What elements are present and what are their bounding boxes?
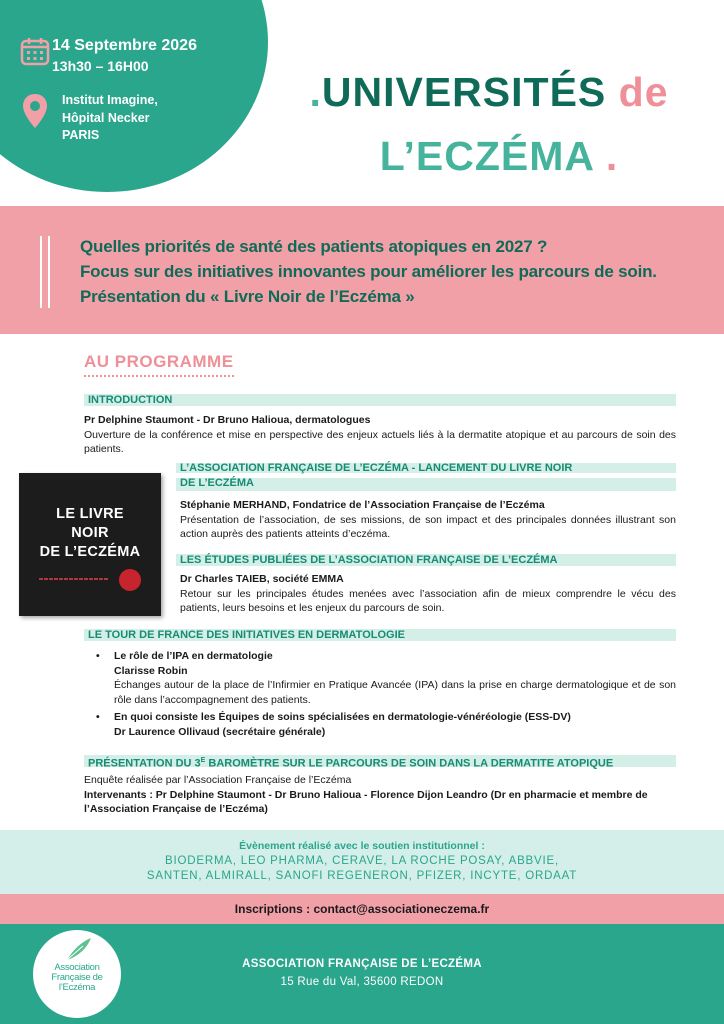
book-title-line2: NOIR — [71, 525, 109, 541]
calendar-icon — [20, 36, 52, 71]
footer-address: 15 Rue du Val, 35600 REDON — [280, 976, 444, 988]
brand-word-de: de — [618, 69, 669, 115]
livre-noir-book-cover — [19, 473, 161, 616]
inscriptions-contact[interactable]: Inscriptions : contact@associationeczema.fr — [0, 894, 724, 924]
sponsors-intro: Évènement réalisé avec le soutien institutionnel : — [239, 840, 485, 852]
essdv-title: En quoi consiste les Équipes de soins spécialisées en dermatologie-vénéréologie (ESS-DV) — [114, 711, 571, 723]
sponsors-band — [0, 830, 724, 894]
association-speaker: Stéphanie MERHAND, Fondatrice de l’Association Française de l’Eczéma — [180, 499, 545, 511]
event-time: 13h30 – 16H00 — [52, 58, 149, 74]
association-logo — [33, 930, 121, 1018]
footer-association-name: ASSOCIATION FRANÇAISE DE L’ECZÉMA — [242, 958, 482, 970]
section-barometre — [84, 755, 676, 770]
book-title-line1: LE LIVRE — [56, 506, 124, 522]
sponsors-line1: BIODERMA, LEO PHARMA, CERAVE, LA ROCHE POSAY, ABBVIE, — [165, 855, 559, 867]
venue-row — [20, 92, 260, 145]
date-row — [20, 36, 260, 76]
banner-text — [80, 234, 710, 309]
essdv-speaker: Dr Laurence Ollivaud (secrétaire générale) — [114, 725, 326, 738]
banner-line3: Présentation du « Livre Noir de l’Eczéma » — [80, 287, 415, 306]
etudes-speaker: Dr Charles TAIEB, société EMMA — [180, 573, 344, 585]
event-date: 14 Septembre 2026 — [52, 37, 197, 54]
brand-word-eczema: L’ECZÉMA — [379, 133, 594, 179]
venue-line1: Institut Imagine, — [62, 93, 158, 107]
barometre-block — [84, 773, 676, 817]
venue-city: PARIS — [62, 128, 100, 142]
barometre-line2: Intervenants : Pr Delphine Staumont - Dr Bruno Halioua - Florence Dijon Leandro (Dr en pharmacie et membre de l’Association Française de l’Eczéma) — [84, 788, 648, 815]
intro-speakers: Pr Delphine Staumont - Dr Bruno Halioua, dermatologues — [84, 414, 371, 426]
barometre-heading-pre: PRÉSENTATION DU 3 — [88, 757, 201, 770]
ipa-title: Le rôle de l’IPA en dermatologie — [114, 650, 273, 662]
book-subtitle-decoration — [39, 576, 109, 584]
section-association — [176, 461, 676, 491]
banner-line1: Quelles priorités de santé des patients atopiques en 2027 ? — [80, 237, 548, 256]
section-tour-de-france: LE TOUR DE FRANCE DES INITIATIVES EN DERMATOLOGIE — [84, 629, 676, 641]
bullet-marker: • — [96, 711, 100, 723]
section-etudes: LES ÉTUDES PUBLIÉES DE L’ASSOCIATION FRANÇAISE DE L’ECZÉMA — [176, 554, 676, 566]
tour-item-ipa — [96, 649, 676, 707]
book-title — [19, 505, 161, 562]
etudes-block — [180, 572, 676, 616]
event-info — [20, 36, 260, 145]
logo-line2: Française de — [51, 972, 103, 983]
banner-bars — [40, 236, 50, 308]
association-block — [180, 498, 676, 542]
barometre-line1: Enquête réalisée par l’Association Française de l’Eczéma — [84, 774, 352, 786]
ipa-text: Échanges autour de la place de l’Infirmier en Pratique Avancée (IPA) dans la prise en charge dermatologique et de son rôle dans l’accompagnement des patients. — [114, 679, 676, 706]
brand-title — [294, 60, 684, 188]
banner-line2: Focus sur des initiatives innovantes pour améliorer les parcours de soin. — [80, 262, 657, 281]
headline-banner — [0, 206, 724, 334]
barometre-heading-post: BAROMÈTRE SUR LE PARCOURS DE SOIN DANS LA DERMATITE ATOPIQUE — [205, 757, 614, 770]
sponsors-line2: SANTEN, ALMIRALL, SANOFI REGENERON, PFIZER, INCYTE, ORDAAT — [146, 870, 578, 882]
book-title-line3: DE L’ECZÉMA — [39, 544, 141, 560]
tour-item-essdv — [96, 710, 676, 739]
intro-block — [84, 413, 676, 457]
brand-word-universites: UNIVERSITÉS — [321, 69, 607, 115]
intro-text: Ouverture de la conférence et mise en perspective des enjeux actuels liés à la dermatite atopique et au parcours de soin des patients. — [84, 428, 676, 455]
association-heading-line1: L’ASSOCIATION FRANÇAISE DE L’ECZÉMA - LANCEMENT DU LIVRE NOIR — [180, 462, 573, 474]
bullet-marker: • — [96, 650, 100, 662]
brand-dot-right: . — [605, 133, 619, 179]
etudes-text: Retour sur les principales études menées avec l’association afin de mieux comprendre le vécu des patients, leurs besoins et les enjeux du parcours de soin. — [180, 587, 676, 614]
ipa-speaker: Clarisse Robin — [114, 664, 188, 677]
section-introduction: INTRODUCTION — [84, 394, 676, 406]
book-logo-badge — [119, 569, 141, 591]
programme-title: AU PROGRAMME — [84, 352, 234, 377]
logo-line3: l’Eczéma — [58, 982, 96, 993]
association-text: Présentation de l’association, de ses missions, de son impact et des principales données illustrant son action auprès des patients atteints d’eczéma. — [180, 513, 676, 540]
barometre-heading-sup: E — [200, 757, 206, 764]
location-pin-icon — [20, 92, 52, 135]
venue-line2: Hôpital Necker — [62, 110, 150, 125]
association-heading-line2: DE L’ECZÉMA — [180, 477, 254, 489]
logo-line1: Association — [54, 962, 100, 973]
brand-dot-left: . — [309, 69, 322, 115]
